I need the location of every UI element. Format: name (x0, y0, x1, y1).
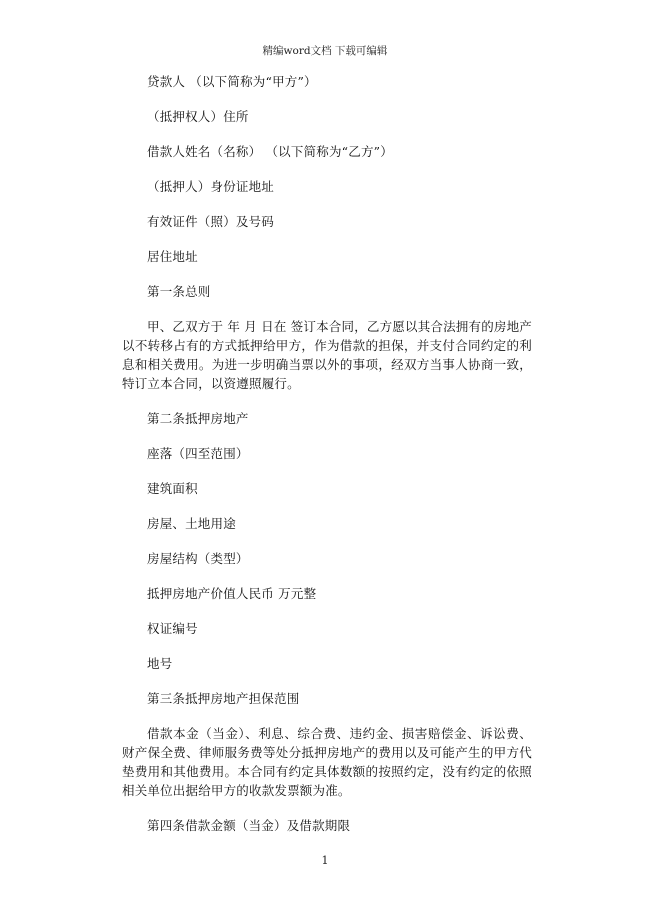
borrower-name-line: 借款人姓名（名称） （以下简称为“乙方”） (147, 144, 393, 159)
article-1-paragraph: 甲、乙双方于 年 月 日在 签订本合同，乙方愿以其合法拥有的房地产以不转移占有的方式抵押给甲方，作为借款的担保，并支付合同约定的利息和相关费用。为进一步明确当票以外的事项，经双方当事人协商一致，特订立本合同，以资遵照履行。 (122, 319, 532, 391)
valid-id-number-line: 有效证件（照）及号码 (147, 214, 275, 229)
article-1-heading: 第一条总则 (147, 284, 211, 299)
location-line: 座落（四至范围） (147, 446, 249, 461)
document-body (122, 72, 532, 851)
page-header: 精编word文档 下载可编辑 (262, 45, 388, 57)
page-number: 1 (321, 854, 329, 867)
property-use-line: 房屋、土地用途 (147, 516, 236, 531)
article-3-paragraph: 借款本金（当金）、利息、综合费、违约金、损害赔偿金、诉讼费、财产保全费、律师服务费等处分抵押房地产的费用以及可能产生的甲方代垫费用和其他费用。本合同有约定具体数额的按照约定，没有约定的依照相关单位出据给甲方的收款发票额为准。 (122, 726, 532, 798)
structure-type-line: 房屋结构（类型） (147, 551, 249, 566)
article-2-heading: 第二条抵押房地产 (147, 411, 249, 426)
article-3-heading: 第三条抵押房地产担保范围 (147, 691, 300, 706)
mortgagee-address-line: （抵押权人）住所 (147, 109, 249, 124)
land-number-line: 地号 (147, 656, 173, 671)
floor-area-line: 建筑面积 (147, 481, 198, 496)
certificate-number-line: 权证编号 (147, 621, 198, 636)
article-4-heading: 第四条借款金额（当金）及借款期限 (147, 818, 351, 833)
property-value-line: 抵押房地产价值人民币 万元整 (147, 586, 317, 601)
mortgagor-id-address-line: （抵押人）身份证地址 (147, 179, 275, 194)
lender-line: 贷款人 （以下简称为“甲方”） (147, 74, 317, 89)
residence-address-line: 居住地址 (147, 249, 198, 264)
